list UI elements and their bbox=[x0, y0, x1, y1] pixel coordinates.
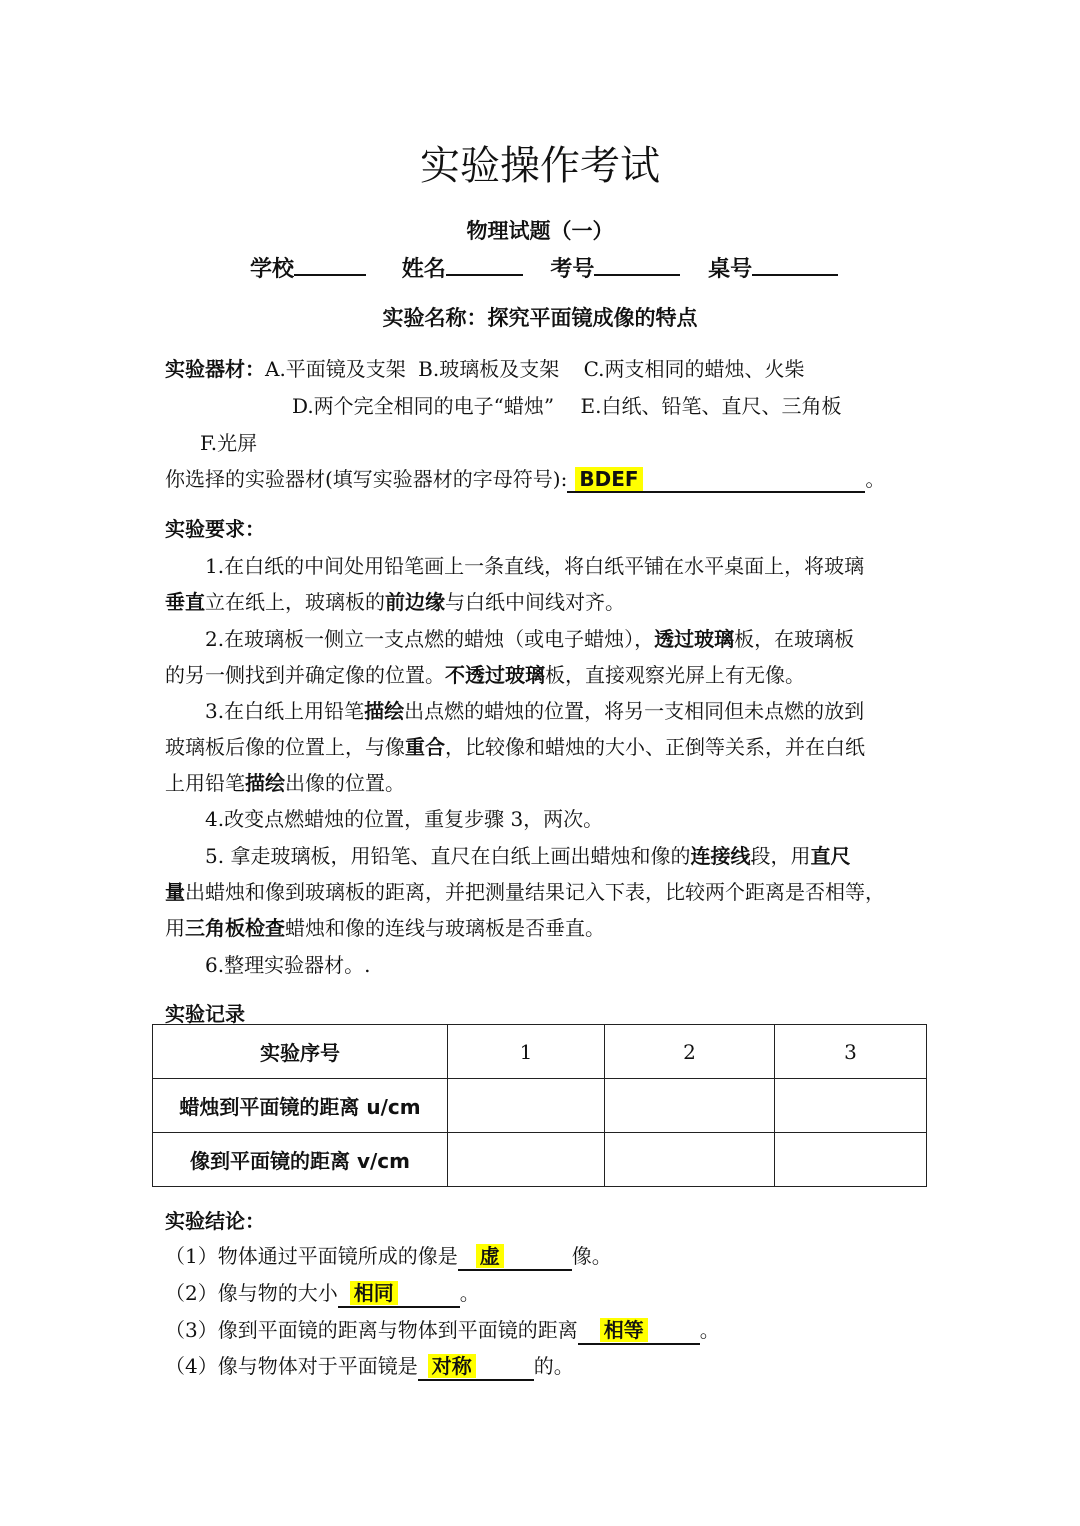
material-f: F.光屏 bbox=[200, 431, 258, 455]
materials-heading: 实验器材： bbox=[165, 357, 265, 381]
header-trial: 实验序号 bbox=[153, 1025, 448, 1079]
step-5-bold-check: 三角板检查 bbox=[185, 916, 285, 940]
student-info-row bbox=[250, 252, 838, 283]
step-3-text-f: 出像的位置。 bbox=[285, 771, 405, 795]
conclusion-4-field[interactable] bbox=[418, 1350, 534, 1381]
header-1: 1 bbox=[448, 1025, 605, 1079]
desk-number-label: 桌号 bbox=[708, 257, 753, 282]
conclusion-3-field[interactable] bbox=[578, 1314, 700, 1345]
materials-line-2 bbox=[292, 390, 841, 419]
step-2-text-a: 2.在玻璃板一侧立一支点燃的蜡烛（或电子蜡烛）， bbox=[205, 627, 655, 651]
step-5-bold-ruler: 直尺 bbox=[810, 844, 851, 868]
step-3-text-e: 上用铅笔 bbox=[165, 771, 245, 795]
step-5-text-e: 蜡烛和像的连线与玻璃板是否垂直。 bbox=[285, 916, 605, 940]
material-c: C.两支相同的蜡烛、火柴 bbox=[583, 357, 805, 381]
step-3-bold-trace-2: 描绘 bbox=[245, 771, 285, 795]
record-table bbox=[152, 1024, 927, 1187]
row-label-v: 像到平面镜的距离 v/cm bbox=[153, 1133, 448, 1187]
step-1-line-1: 1.在白纸的中间处用铅笔画上一条直线，将白纸平铺在水平桌面上，将玻璃 bbox=[205, 554, 865, 578]
cell-u-3[interactable] bbox=[775, 1079, 927, 1133]
cell-u-2[interactable] bbox=[605, 1079, 775, 1133]
cell-v-3[interactable] bbox=[775, 1133, 927, 1187]
step-5-bold-line: 连接线 bbox=[690, 844, 751, 868]
conclusion-2-answer: 相同 bbox=[350, 1281, 398, 1305]
step-2-line-1 bbox=[205, 623, 854, 652]
step-5-line-2 bbox=[165, 876, 885, 905]
choice-prompt: 你选择的实验器材(填写实验器材的字母符号): bbox=[165, 467, 568, 491]
step-5-bold-measure: 量 bbox=[165, 880, 185, 904]
conclusion-1-answer: 虚 bbox=[476, 1244, 504, 1268]
conclusion-3-end: 。 bbox=[699, 1318, 720, 1342]
step-3-text-a: 3.在白纸上用铅笔 bbox=[205, 699, 365, 723]
step-2-text-b: 板，在玻璃板 bbox=[734, 627, 855, 651]
name-label: 姓名 bbox=[401, 257, 446, 282]
step-4: 4.改变点燃蜡烛的位置，重复步骤 3，两次。 bbox=[205, 807, 604, 831]
step-3-line-3 bbox=[165, 767, 405, 796]
conclusion-3-text: （3）像到平面镜的距离与物体到平面镜的距离 bbox=[165, 1318, 578, 1342]
materials-choice bbox=[165, 463, 885, 493]
conclusion-1-field[interactable] bbox=[458, 1240, 572, 1271]
step-1-line-2 bbox=[165, 586, 625, 615]
school-field[interactable] bbox=[294, 252, 366, 276]
step-5-line-3 bbox=[165, 912, 605, 941]
step-3-line-1 bbox=[205, 695, 864, 724]
step-2-bold-through: 透过玻璃 bbox=[654, 627, 735, 651]
step-1-text-a: 立在纸上，玻璃板的 bbox=[205, 590, 385, 614]
step-5-text-c: 出蜡烛和像到玻璃板的距离，并把测量结果记入下表，比较两个距离是否相等， bbox=[185, 880, 885, 904]
conclusion-3 bbox=[165, 1314, 720, 1345]
step-3-line-2 bbox=[165, 731, 865, 760]
step-3-bold-trace: 描绘 bbox=[364, 699, 405, 723]
material-d: D.两个完全相同的电子“蜡烛” bbox=[292, 394, 555, 418]
materials-line-1 bbox=[165, 353, 805, 382]
conclusion-1-text: （1）物体通过平面镜所成的像是 bbox=[165, 1244, 458, 1268]
choice-answer-field[interactable] bbox=[567, 467, 865, 493]
requirements-heading: 实验要求： bbox=[165, 517, 265, 541]
step-5-text-d: 用 bbox=[165, 916, 185, 940]
conclusion-4-text: （4）像与物体对于平面镜是 bbox=[165, 1354, 418, 1378]
name-field[interactable] bbox=[446, 252, 523, 276]
header-3: 3 bbox=[775, 1025, 927, 1079]
conclusion-1-end: 像。 bbox=[571, 1244, 612, 1268]
conclusion-4-end: 的。 bbox=[533, 1354, 574, 1378]
experiment-name: 实验名称：探究平面镜成像的特点 bbox=[382, 306, 698, 330]
record-heading: 实验记录 bbox=[165, 1002, 245, 1026]
conclusion-4 bbox=[165, 1350, 574, 1381]
school-label: 学校 bbox=[250, 257, 295, 282]
step-5-text-b: 段，用 bbox=[750, 844, 811, 868]
conclusion-4-answer: 对称 bbox=[428, 1354, 476, 1378]
cell-v-1[interactable] bbox=[448, 1133, 605, 1187]
step-1-bold-edge: 前边缘 bbox=[385, 590, 445, 614]
step-2-line-2 bbox=[165, 659, 805, 688]
conclusion-2 bbox=[165, 1277, 480, 1308]
step-3-bold-coincide: 重合 bbox=[405, 735, 445, 759]
cell-v-2[interactable] bbox=[605, 1133, 775, 1187]
conclusion-2-end: 。 bbox=[459, 1281, 480, 1305]
conclusion-1 bbox=[165, 1240, 612, 1271]
cell-u-1[interactable] bbox=[448, 1079, 605, 1133]
header-2: 2 bbox=[605, 1025, 775, 1079]
conclusion-3-answer: 相等 bbox=[600, 1318, 648, 1342]
step-3-text-d: ，比较像和蜡烛的大小、正倒等关系，并在白纸 bbox=[445, 735, 865, 759]
row-label-u: 蜡烛到平面镜的距离 u/cm bbox=[153, 1079, 448, 1133]
conclusion-2-field[interactable] bbox=[338, 1277, 460, 1308]
step-1-bold-vertical: 垂直 bbox=[165, 590, 205, 614]
step-3-text-c: 玻璃板后像的位置上，与像 bbox=[165, 735, 405, 759]
step-3-text-b: 出点燃的蜡烛的位置，将另一支相同但未点燃的放到 bbox=[404, 699, 865, 723]
material-e: E.白纸、铅笔、直尺、三角板 bbox=[580, 394, 842, 418]
step-1-text-b: 与白纸中间线对齐。 bbox=[445, 590, 625, 614]
conclusion-heading: 实验结论： bbox=[165, 1209, 265, 1233]
choice-end: 。 bbox=[865, 467, 886, 491]
material-a: A.平面镜及支架 bbox=[265, 357, 406, 381]
material-b: B.玻璃板及支架 bbox=[418, 357, 560, 381]
step-2-text-d: 板，直接观察光屏上有无像。 bbox=[545, 663, 805, 687]
choice-answer: BDEF bbox=[575, 467, 642, 491]
step-5-text-a: 5. 拿走玻璃板，用铅笔、直尺在白纸上画出蜡烛和像的 bbox=[205, 844, 691, 868]
step-6: 6.整理实验器材。. bbox=[205, 953, 371, 977]
desk-number-field[interactable] bbox=[752, 252, 838, 276]
subtitle: 物理试题（一） bbox=[466, 219, 614, 243]
exam-number-label: 考号 bbox=[550, 257, 595, 282]
conclusion-2-text: （2）像与物的大小 bbox=[165, 1281, 338, 1305]
step-5-line-1 bbox=[205, 840, 850, 869]
step-2-text-c: 的另一侧找到并确定像的位置。 bbox=[165, 663, 445, 687]
table-row bbox=[153, 1133, 927, 1187]
page-title: 实验操作考试 bbox=[420, 143, 660, 189]
table-row bbox=[153, 1079, 927, 1133]
step-2-bold-not-through: 不透过玻璃 bbox=[445, 663, 545, 687]
table-header-row bbox=[153, 1025, 927, 1079]
exam-number-field[interactable] bbox=[594, 252, 680, 276]
